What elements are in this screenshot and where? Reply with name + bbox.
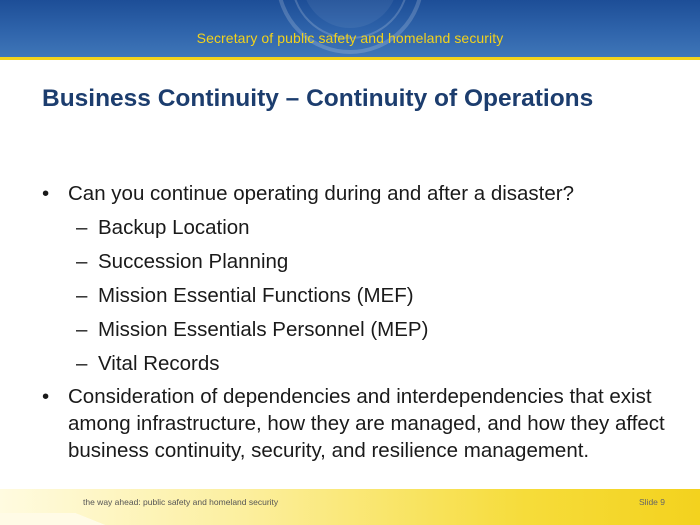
- sub-marker: –: [76, 250, 88, 273]
- bullet-item: [40, 180, 680, 207]
- virginia-seal-watermark: [275, 0, 425, 55]
- slide-content: [40, 180, 680, 464]
- bullet-marker: •: [42, 385, 50, 408]
- bullet-marker: •: [42, 182, 50, 205]
- sub-item-text: Mission Essentials Personnel (MEP): [98, 318, 429, 341]
- sub-item-text: Succession Planning: [98, 250, 289, 273]
- sub-item-text: Mission Essential Functions (MEF): [98, 284, 414, 307]
- header-title: Secretary of public safety and homeland security: [196, 30, 504, 46]
- footer-band: [0, 487, 700, 525]
- bullet-item: [40, 383, 668, 464]
- sub-item: [40, 214, 680, 241]
- slide-title: Business Continuity – Continuity of Operations: [42, 85, 594, 112]
- sub-marker: –: [76, 216, 88, 239]
- sub-marker: –: [76, 318, 88, 341]
- header-band: [0, 0, 700, 57]
- bullet-text: Consideration of dependencies and interdependencies that exist among infrastructure, how they are managed, and how they affect business continuity, security, and resilience management.: [68, 385, 665, 462]
- sub-item: [40, 282, 680, 309]
- sub-item-text: Vital Records: [98, 352, 220, 375]
- bullet-text: Can you continue operating during and after a disaster?: [68, 182, 575, 205]
- sub-item: [40, 316, 680, 343]
- sub-item-text: Backup Location: [98, 216, 250, 239]
- sub-item: [40, 248, 680, 275]
- header-rule: [0, 57, 700, 60]
- slide-number: Slide 9: [639, 497, 665, 507]
- sub-marker: –: [76, 284, 88, 307]
- sub-marker: –: [76, 352, 88, 375]
- footer-tagline: the way ahead: public safety and homeland security: [83, 497, 279, 507]
- sub-list: [40, 214, 680, 377]
- sub-item: [40, 350, 680, 377]
